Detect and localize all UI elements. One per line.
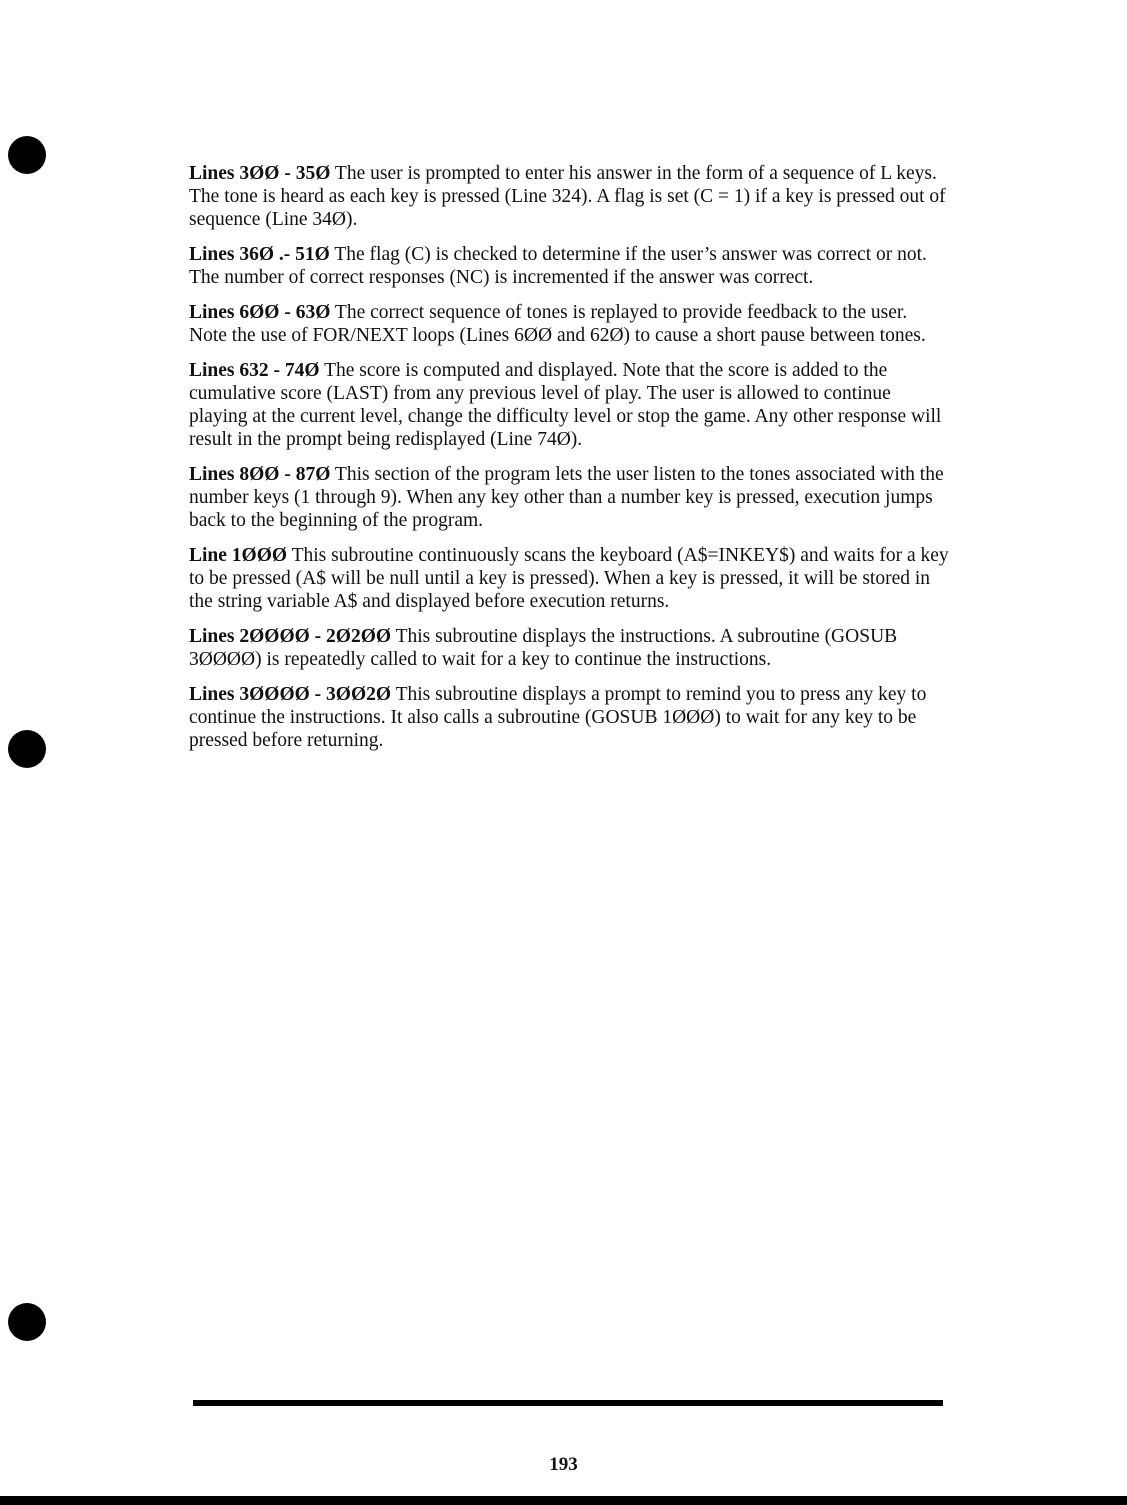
page-number: 193: [549, 1454, 578, 1475]
paragraph-text: The flag (C) is checked to determine if the user’s answer was correct or not. The number of correct responses (NC) is incremented if the answer was correct.: [189, 244, 927, 288]
paragraph-lines-30000-30020: [189, 683, 949, 752]
paragraph-lead: Lines 2ØØØØ - 2Ø2ØØ: [189, 626, 392, 647]
paragraph-lines-800-870: [189, 463, 949, 532]
binder-hole-middle: [8, 730, 46, 768]
paragraph-text: The correct sequence of tones is replayed to provide feedback to the user. Note the use of FOR/NEXT loops (Lines 6ØØ and 62Ø) to cause a short pause between tones.: [189, 302, 926, 346]
paragraph-lead: Lines 3ØØØØ - 3ØØ2Ø: [189, 684, 392, 705]
paragraph-lead: Lines 8ØØ - 87Ø: [189, 464, 331, 485]
paragraph-lines-20000-20200: [189, 625, 949, 671]
paragraph-lines-360-510: [189, 243, 949, 289]
paragraph-lines-632-740: [189, 359, 949, 451]
paragraph-lead: Lines 632 - 74Ø: [189, 360, 320, 381]
paragraph-lead: Lines 6ØØ - 63Ø: [189, 302, 331, 323]
binder-hole-bottom: [8, 1303, 46, 1341]
paragraph-text: The score is computed and displayed. Note that the score is added to the cumulative score (LAST) from any previous level of play. The user is allowed to continue playing at the current level, change the difficulty level or stop the game. Any other response will result in the prompt being redisplayed (Line 74Ø).: [189, 360, 942, 450]
footer-rule: [193, 1400, 943, 1406]
paragraph-lines-300-350: [189, 162, 949, 231]
paragraph-lines-600-630: [189, 301, 949, 347]
paragraph-lead: Lines 3ØØ - 35Ø: [189, 163, 331, 184]
binder-hole-top: [8, 136, 46, 174]
paragraph-text: This subroutine displays a prompt to remind you to press any key to continue the instructions. It also calls a subroutine (GOSUB 1ØØØ) to wait for any key to be pressed before returning.: [189, 684, 927, 751]
paragraph-text: This subroutine displays the instructions. A subroutine (GOSUB 3ØØØØ) is repeatedly called to wait for a key to continue the instructions.: [189, 626, 898, 670]
paragraph-lead: Line 1ØØØ: [189, 545, 288, 566]
body-text: [189, 162, 949, 764]
paragraph-lead: Lines 36Ø .- 51Ø: [189, 244, 330, 265]
paragraph-text: The user is prompted to enter his answer in the form of a sequence of L keys. The tone is heard as each key is pressed (Line 324). A flag is set (C = 1) if a key is pressed out of sequence (Line 34Ø).: [189, 163, 946, 230]
paragraph-line-1000: [189, 544, 949, 613]
paragraph-text: This subroutine continuously scans the keyboard (A$=INKEY$) and waits for a key to be pressed (A$ will be null until a key is pressed). When a key is pressed, it will be stored in the string variable A$ and displayed before execution returns.: [189, 545, 949, 612]
page-bottom-edge: [0, 1496, 1127, 1505]
paragraph-text: This section of the program lets the user listen to the tones associated with the number keys (1 through 9). When any key other than a number key is pressed, execution jumps back to the beginning of the program.: [189, 464, 944, 531]
